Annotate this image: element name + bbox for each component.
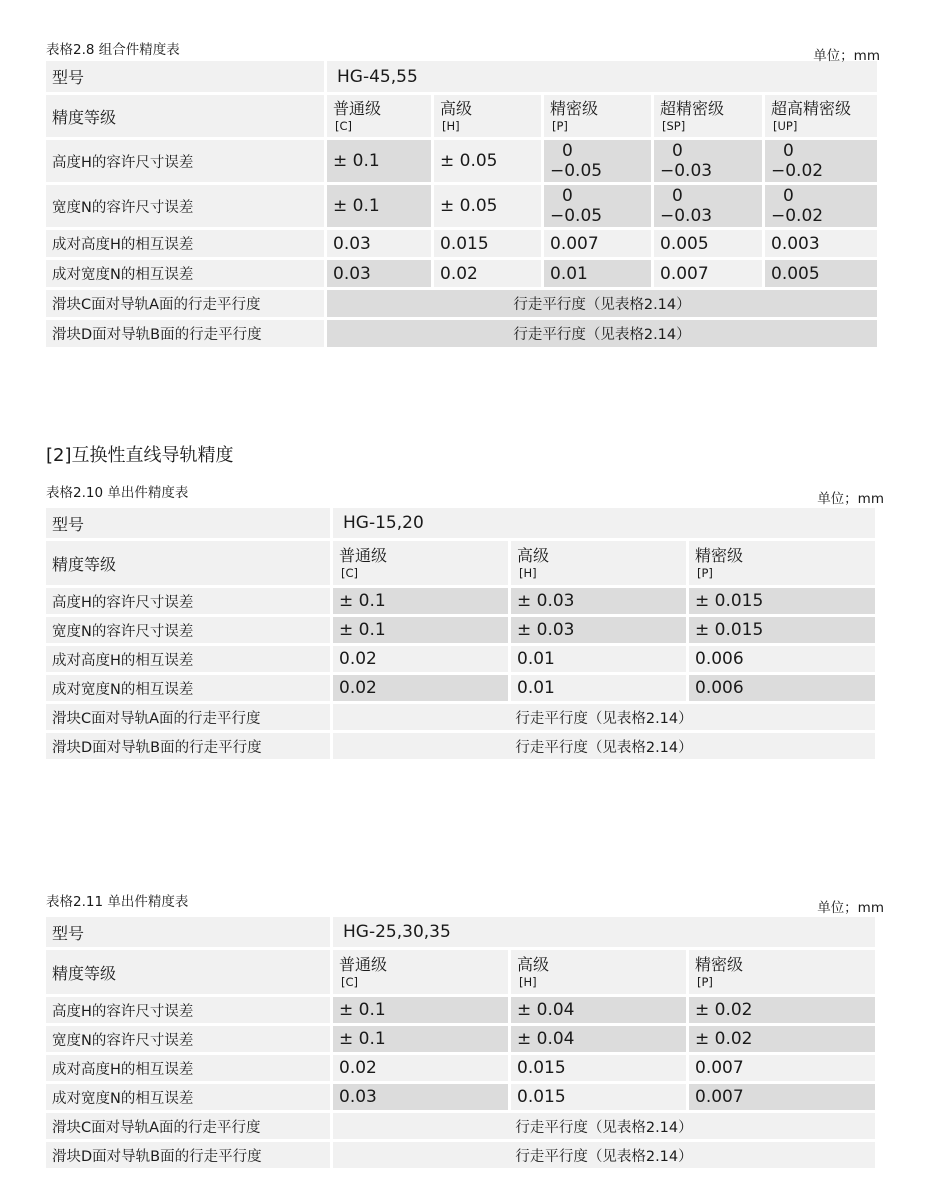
grade-name: 高级 (440, 99, 473, 118)
row-label: 成对宽度N的相互误差 (46, 1084, 330, 1110)
parallel-value: 行走平行度（见表格2.14） (333, 733, 875, 759)
table-header (46, 36, 880, 64)
value-cell: ± 0.05 (434, 185, 541, 227)
value-cell (765, 185, 877, 227)
parallel-value: 行走平行度（见表格2.14） (333, 1142, 875, 1168)
parallel-value: 行走平行度（见表格2.14） (327, 290, 877, 317)
tolerance-lower: −0.05 (550, 161, 603, 181)
row-label: 成对高度H的相互误差 (46, 230, 324, 257)
value-cell: 0.005 (654, 230, 762, 257)
table-2-8 (46, 36, 880, 347)
value-cell: ± 0.04 (511, 1026, 686, 1052)
value-cell: 0.006 (689, 646, 875, 672)
grade-code: [H] (442, 119, 460, 133)
grade-h (434, 95, 541, 137)
value-cell: ± 0.1 (333, 617, 508, 643)
row-label: 宽度N的容许尺寸误差 (46, 617, 330, 643)
grade-p (689, 950, 875, 994)
grade-label: 精度等级 (46, 541, 330, 585)
grade-p (689, 541, 875, 585)
row-label: 滑块D面对导轨B面的行走平行度 (46, 733, 330, 759)
table-grid (46, 917, 884, 1168)
row-label: 成对宽度N的相互误差 (46, 260, 324, 287)
grade-code: [UP] (773, 119, 798, 133)
parallel-value: 行走平行度（见表格2.14） (333, 1113, 875, 1139)
value-cell: 0.02 (333, 646, 508, 672)
value-cell: 0.007 (544, 230, 651, 257)
value-cell: 0.003 (765, 230, 877, 257)
tolerance-lower: −0.03 (660, 206, 713, 226)
grade-code: [P] (552, 119, 568, 133)
value-cell: 0.03 (333, 1084, 508, 1110)
value-cell (654, 140, 762, 182)
table-2-11 (46, 888, 884, 1168)
value-cell: ± 0.03 (511, 617, 686, 643)
grade-h (511, 541, 686, 585)
value-cell: 0.01 (544, 260, 651, 287)
grade-label: 精度等级 (46, 950, 330, 994)
grade-code: [C] (341, 566, 359, 580)
table-grid (46, 508, 884, 759)
tolerance-lower: −0.02 (771, 161, 824, 181)
model-value: HG-15,20 (333, 508, 875, 538)
value-cell: 0.015 (511, 1055, 686, 1081)
row-label: 滑块C面对导轨A面的行走平行度 (46, 1113, 330, 1139)
tolerance-lower: −0.02 (771, 206, 824, 226)
row-label: 滑块D面对导轨B面的行走平行度 (46, 320, 324, 347)
grade-h (511, 950, 686, 994)
row-label: 滑块D面对导轨B面的行走平行度 (46, 1142, 330, 1168)
row-label: 宽度N的容许尺寸误差 (46, 1026, 330, 1052)
grade-sp (654, 95, 762, 137)
value-cell: ± 0.1 (327, 140, 431, 182)
value-cell: ± 0.03 (511, 588, 686, 614)
model-label: 型号 (46, 61, 324, 92)
parallel-value: 行走平行度（见表格2.14） (327, 320, 877, 347)
model-label: 型号 (46, 917, 330, 947)
value-cell: 0.007 (654, 260, 762, 287)
value-cell (544, 185, 651, 227)
grade-name: 普通级 (339, 955, 388, 974)
table-title: 表格2.10 单出件精度表 (46, 485, 189, 501)
table-grid (46, 61, 880, 347)
value-cell: 0.007 (689, 1084, 875, 1110)
table-unit: 单位；mm (817, 491, 884, 507)
grade-name: 普通级 (339, 546, 388, 565)
model-value: HG-45,55 (327, 61, 877, 92)
grade-code: [SP] (662, 119, 686, 133)
tolerance-upper: 0 (562, 186, 573, 206)
value-cell: 0.015 (434, 230, 541, 257)
table-header (46, 888, 884, 916)
value-cell: 0.03 (327, 230, 431, 257)
value-cell: ± 0.015 (689, 617, 875, 643)
value-cell: 0.01 (511, 646, 686, 672)
table-header (46, 479, 884, 507)
value-cell: ± 0.04 (511, 997, 686, 1023)
value-cell: ± 0.02 (689, 997, 875, 1023)
table-title: 表格2.11 单出件精度表 (46, 894, 189, 910)
grade-name: 高级 (517, 955, 550, 974)
grade-c (327, 95, 431, 137)
row-label: 滑块C面对导轨A面的行走平行度 (46, 290, 324, 317)
grade-c (333, 541, 508, 585)
value-cell: 0.02 (333, 675, 508, 701)
value-cell: ± 0.1 (333, 588, 508, 614)
section-heading: [2]互换性直线导轨精度 (46, 445, 234, 466)
grade-p (544, 95, 651, 137)
grade-name: 普通级 (333, 99, 382, 118)
value-cell: 0.03 (327, 260, 431, 287)
grade-name: 超高精密级 (771, 99, 852, 118)
value-cell: ± 0.015 (689, 588, 875, 614)
parallel-value: 行走平行度（见表格2.14） (333, 704, 875, 730)
tolerance-upper: 0 (672, 186, 683, 206)
value-cell: ± 0.1 (333, 1026, 508, 1052)
grade-code: [H] (519, 975, 537, 989)
value-cell: 0.02 (434, 260, 541, 287)
row-label: 高度H的容许尺寸误差 (46, 588, 330, 614)
tolerance-upper: 0 (672, 141, 683, 161)
model-label: 型号 (46, 508, 330, 538)
value-cell: ± 0.05 (434, 140, 541, 182)
row-label: 成对高度H的相互误差 (46, 1055, 330, 1081)
value-cell: 0.007 (689, 1055, 875, 1081)
row-label: 滑块C面对导轨A面的行走平行度 (46, 704, 330, 730)
grade-name: 精密级 (695, 955, 744, 974)
tolerance-lower: −0.03 (660, 161, 713, 181)
tolerance-upper: 0 (783, 141, 794, 161)
value-cell (654, 185, 762, 227)
tolerance-upper: 0 (562, 141, 573, 161)
grade-code: [H] (519, 566, 537, 580)
model-value: HG-25,30,35 (333, 917, 875, 947)
grade-up (765, 95, 877, 137)
row-label: 宽度N的容许尺寸误差 (46, 185, 324, 227)
grade-code: [C] (341, 975, 359, 989)
tolerance-lower: −0.05 (550, 206, 603, 226)
value-cell: ± 0.1 (327, 185, 431, 227)
grade-name: 高级 (517, 546, 550, 565)
grade-name: 超精密级 (660, 99, 725, 118)
value-cell: 0.005 (765, 260, 877, 287)
value-cell: 0.02 (333, 1055, 508, 1081)
row-label: 成对高度H的相互误差 (46, 646, 330, 672)
table-2-10 (46, 479, 884, 759)
row-label: 高度H的容许尺寸误差 (46, 140, 324, 182)
value-cell: 0.01 (511, 675, 686, 701)
value-cell: 0.015 (511, 1084, 686, 1110)
tolerance-upper: 0 (783, 186, 794, 206)
value-cell: ± 0.1 (333, 997, 508, 1023)
grade-label: 精度等级 (46, 95, 324, 137)
grade-code: [P] (697, 566, 713, 580)
table-title: 表格2.8 组合件精度表 (46, 42, 180, 58)
grade-name: 精密级 (550, 99, 599, 118)
value-cell (765, 140, 877, 182)
table-unit: 单位；mm (817, 900, 884, 916)
grade-code: [P] (697, 975, 713, 989)
value-cell: 0.006 (689, 675, 875, 701)
grade-name: 精密级 (695, 546, 744, 565)
row-label: 成对宽度N的相互误差 (46, 675, 330, 701)
row-label: 高度H的容许尺寸误差 (46, 997, 330, 1023)
table-unit: 单位；mm (813, 48, 880, 64)
value-cell (544, 140, 651, 182)
value-cell: ± 0.02 (689, 1026, 875, 1052)
grade-code: [C] (335, 119, 353, 133)
grade-c (333, 950, 508, 994)
